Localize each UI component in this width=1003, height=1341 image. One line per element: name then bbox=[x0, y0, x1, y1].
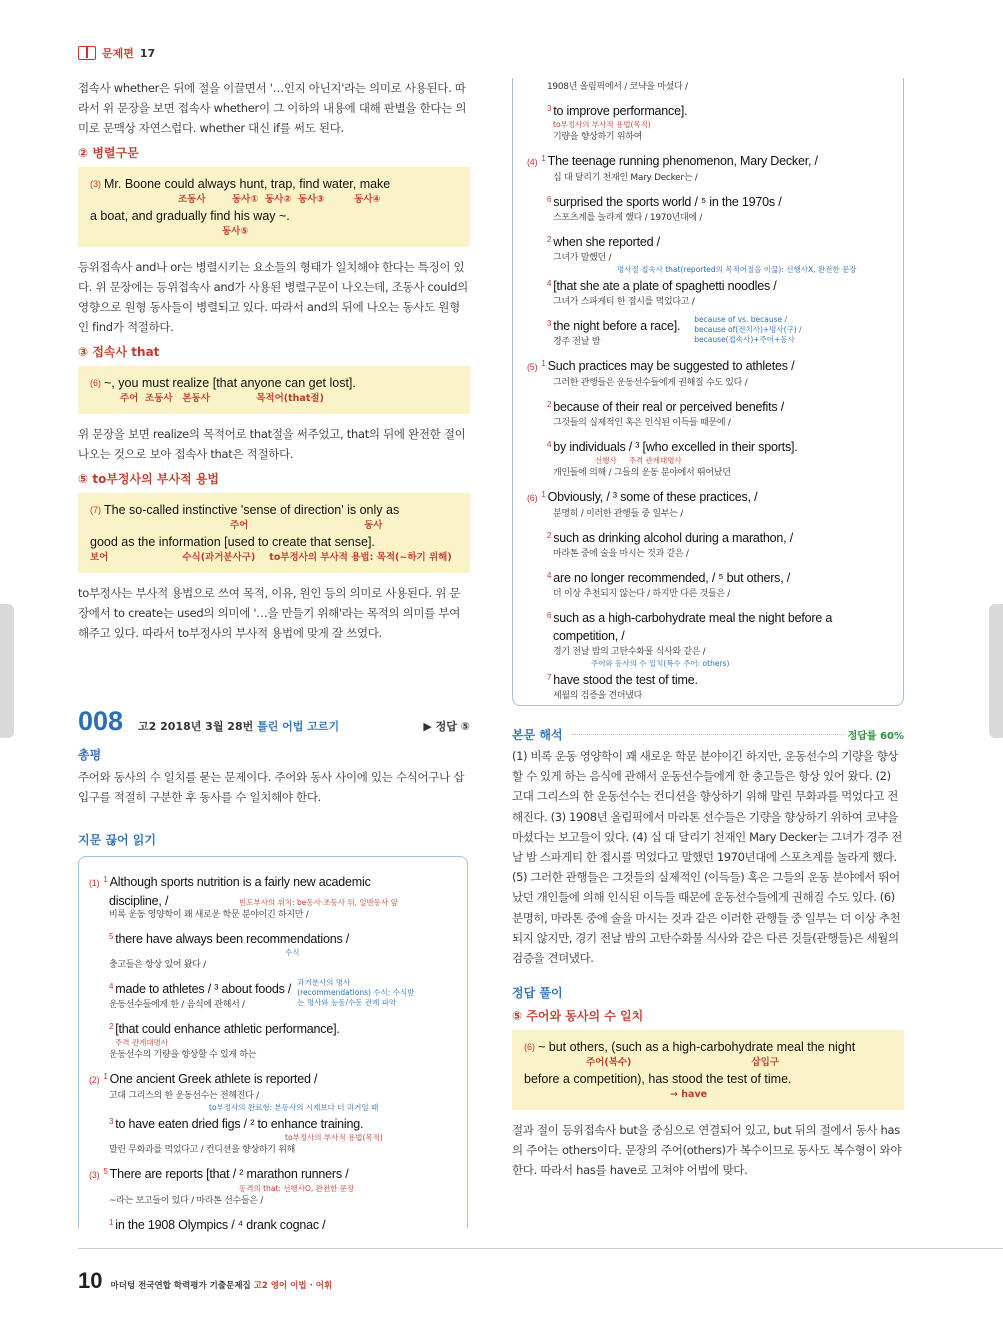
example-annotation: 주어 조동사 본동사 목적어(that절) bbox=[120, 393, 324, 404]
reading-title: 지문 끊어 읽기 bbox=[78, 833, 156, 847]
side-tab-right bbox=[989, 604, 1003, 738]
korean-gloss: 스포츠계를 놀라게 했다 / 1970년대에 / bbox=[553, 213, 703, 223]
side-tab-left bbox=[0, 604, 14, 738]
book-icon bbox=[78, 46, 96, 60]
footer-highlight: 고2 영어 어법 · 어휘 bbox=[253, 1281, 333, 1291]
sentence-text: such as a high-carbohydrate meal the night before a bbox=[553, 611, 833, 625]
grammar-note: because of vs. because / because of(전치사)+명사(구) / because(접속사)+주어+동사 bbox=[694, 315, 802, 344]
sentence-text: the night before a race]. bbox=[553, 319, 681, 333]
sentence-text: have stood the test of time. bbox=[553, 673, 698, 687]
sentence-text: when she reported / bbox=[553, 235, 660, 249]
grammar-note: to부정사의 부사적 용법(목적) bbox=[285, 1133, 383, 1142]
korean-gloss: 그녀가 말했던 / bbox=[553, 253, 612, 263]
sentence-text: Obviously, / ³ some of these practices, / bbox=[547, 490, 758, 504]
sentence-text: One ancient Greek athlete is reported / bbox=[109, 1072, 318, 1086]
korean-gloss: 세월의 검증을 견뎌냈다 bbox=[553, 691, 643, 701]
sentence-text: made to athletes / ³ about foods / bbox=[115, 982, 292, 996]
example-number: (7) bbox=[90, 505, 101, 515]
question-answer: ▶ 정답 ⑤ bbox=[423, 720, 470, 733]
sentence-text: to improve performance]. bbox=[553, 104, 688, 118]
example-number: (6) bbox=[524, 1042, 535, 1052]
example-annotation: 주어(복수) bbox=[586, 1057, 632, 1068]
korean-gloss: 운동선수들에게 한 / 음식에 관해서 / bbox=[109, 1000, 245, 1010]
reading-box-right: 1908년 올림픽에서 / 코냑을 마셨다 / $^3$ to improve performance]. to부정사의 부사적 용법(목적) 기량을 향상하기 위하여 (4) $^1$ The teenage running phenomenon, Mary Decker, / 십 대 달리기 천재인 Mary Decker는 / $^6$ surprised the sports world / ⁵ in the 1970s / 스포츠계를 놀라게 했다 / 1970년대에 / $^2$ when she reported / 그녀가 말했던 / 명사절 접속사 that(reported의 목적어절을 이끎): 선행사X, 완전한 문장 $^4$ [that she ate a plate of spaghetti noodles / 그녀가 스파게티 한 접시를 먹었다고 / $^3$ the night before a race]. 경주 전날 밤 because of vs. because / because of(전치사)+명사(구) / because(접속사)+주어+동사 (5) $^1$ Such practices may be suggested to athletes / 그러한 관행들은 운동선수들에게 권해질 수도 있다 / $^2$ because of their real or perceived benefits / 그것들의 실제적인 혹은 인식된 이득들 때문에 / $^4$ by individuals / ³ [who excelled in their sports]. 선행사 주격 관계대명사 개인들에 의해 / 그들의 운동 분야에서 뛰어났던 (6) $^1$ Obviously, / ³ some of these practices, / 분명히 / 이러한 관행들 중 일부는 / $^2$ such as drinking alcohol during a marathon, / 마라톤 중에 술을 마시는 것과 같은 / $^4$ are no longer recommended, / ⁵ but others, / 더 이상 추천되지 않는다 / 하지만 다른 것들은 / $^6$ such as a high-carbohydrate meal the night before a competition, / 경기 전날 밤의 고탄수화물 식사와 같은 / 주어와 동사의 수 일치(복수 주어: others) $^7$ have stood the test of time. 세월의 검증을 견뎌냈다 bbox=[512, 78, 904, 706]
translation-text: (1) 비록 운동 영양학이 꽤 새로운 학문 분야이긴 하지만, 운동선수의 기량을 향상할 수 있게 하는 음식에 관해서 운동선수들에게 한 충고들은 항상 있어 왔다. (2) 고대 그리스의 한 운동선수는 컨디션을 향상하기 위해 말린 무화과를 먹었다고 전해진다. (3) 1908년 올림픽에서 마라톤 선수들은 기량을 향상하기 위하여 코냑을 마셨다는 보고들이 있다. (4) 십 대 달리기 천재인 Mary Decker는 그녀가 경주 전날 밤 스파게티 한 접시를 먹었다고 말했던 1970년대에 스포츠계를 놀라게 했다. (5) 그러한 관행들은 그것들의 실제적인 (이득들) 혹은 그들의 운동 분야에서 뛰어났던 개인들에 의해 인식된 이득들 때문에 운동선수들에게 권해질 수도 있다. (6) 분명히, 마라톤 중에 술을 마시는 것과 같은 이러한 관행들 중 일부는 더 이상 추천되지 않지만, 경기 전날 밤의 고탄수화물 식사와 같은 다른 것들(관행들)은 세월의 검증을 견뎌냈다. bbox=[512, 749, 902, 966]
sentence-text: Such practices may be suggested to athletes / bbox=[547, 359, 795, 373]
korean-gloss: ~라는 보고들이 있다 / 마라톤 선수들은 / bbox=[109, 1196, 263, 1206]
korean-gloss: 충고들은 항상 있어 왔다 / bbox=[109, 960, 206, 970]
korean-gloss: 비록 운동 영양학이 꽤 새로운 학문 분야이긴 하지만 / bbox=[109, 910, 309, 920]
summary-text: 주어와 동사의 수 일치를 묻는 문제이다. 주어와 동사 사이에 있는 수식어구나 삽입구를 적절히 구분한 후 동사를 수 일치해야 한다. bbox=[78, 770, 465, 804]
korean-gloss: 마라톤 중에 술을 마시는 것과 같은 / bbox=[553, 549, 689, 559]
question-meta bbox=[138, 718, 339, 734]
example-number: (6) bbox=[90, 378, 101, 388]
section-title-that: ③ 접속사 that bbox=[78, 345, 160, 359]
korean-gloss: 1908년 올림픽에서 / 코냑을 마셨다 / bbox=[547, 82, 688, 92]
example-annotation: 조동사 동사① 동사② 동사③ 동사④ bbox=[178, 194, 381, 205]
korean-gloss: 개인들에 의해 / 그들의 운동 분야에서 뛰어났던 bbox=[553, 468, 731, 478]
question-type: 틀린 어법 고르기 bbox=[257, 720, 340, 733]
solution-example-box bbox=[512, 1030, 904, 1110]
example-box-that bbox=[78, 366, 470, 414]
example-annotation: 동사⑤ bbox=[222, 226, 249, 237]
example-box-parallel bbox=[78, 167, 470, 247]
korean-gloss: 경주 전날 밤 bbox=[553, 337, 601, 347]
left-column bbox=[78, 78, 470, 643]
sentence-text: because of their real or perceived benefits / bbox=[553, 400, 784, 414]
korean-gloss: 기량을 향상하기 위하여 bbox=[553, 132, 643, 142]
sentence-text: [that could enhance athletic performance]. bbox=[115, 1022, 340, 1036]
example-annotation: 삽입구 bbox=[751, 1057, 779, 1068]
korean-gloss: 경기 전날 밤의 고탄수화물 식사와 같은 / bbox=[553, 647, 706, 657]
example-box-infinitive bbox=[78, 493, 470, 573]
grammar-note: to부정사의 완료형: 본동사의 시제보다 더 과거일 때 bbox=[209, 1103, 379, 1112]
korean-gloss: 십 대 달리기 천재인 Mary Decker는 / bbox=[553, 173, 698, 183]
infinitive-explanation: to부정사는 부사적 용법으로 쓰여 목적, 이유, 원인 등의 의미로 사용된다. 위 문장에서 to create는 used의 의미에 '…을 만들기 위해'라는 목적의 의미를 부여해주고 있다. 따라서 to부정사의 부사적 용법에 맞게 잘 쓰였다. bbox=[78, 586, 461, 640]
sentence-text: there have always been recommendations / bbox=[115, 932, 350, 946]
korean-gloss: 말린 무화과를 먹었다고 / 컨디션을 향상하기 위해 bbox=[109, 1145, 295, 1155]
dotted-divider bbox=[572, 734, 844, 735]
question-number: 008 bbox=[78, 706, 124, 736]
example-number: (3) bbox=[90, 179, 101, 189]
korean-gloss: 더 이상 추천되지 않는다 / 하지만 다른 것들은 / bbox=[553, 589, 731, 599]
korean-gloss: 그것들의 실제적인 혹은 인식된 이득들 때문에 / bbox=[553, 418, 731, 428]
example-annotation: 주어 동사 bbox=[230, 520, 383, 531]
grammar-note: 선행사 주격 관계대명사 bbox=[595, 456, 682, 465]
korean-gloss: 그녀가 스파게티 한 접시를 먹었다고 / bbox=[553, 297, 695, 307]
korean-gloss: 운동선수의 기량을 향상할 수 있게 하는 bbox=[109, 1050, 257, 1060]
example-line: ~, you must realize [that anyone can get lost]. bbox=[104, 376, 356, 390]
translation-title: 본문 해석 bbox=[512, 726, 567, 743]
sentence-text: competition, / bbox=[553, 629, 625, 643]
korean-gloss: 분명히 / 이러한 관행들 중 일부는 / bbox=[553, 509, 683, 519]
header-label: 문제편 bbox=[102, 47, 134, 60]
example-line: Mr. Boone could always hunt, trap, find water, make bbox=[104, 177, 391, 191]
grammar-note: to부정사의 부사적 용법(목적) bbox=[553, 120, 651, 129]
page-header bbox=[78, 44, 155, 62]
grammar-note: 과거분사의 명사(recommendations) 수식: 수식받는 명사와 능동/수동 관계 파악 bbox=[297, 978, 415, 1007]
example-annotation: 수식(과거분사구) bbox=[182, 552, 256, 563]
example-line: before a competition), has stood the test of time. bbox=[524, 1072, 792, 1086]
grammar-note: 빈도부사의 위치: be동사·조동사 뒤, 일반동사 앞 bbox=[239, 898, 398, 907]
question-year: 고2 2018년 3월 28번 bbox=[138, 720, 254, 733]
summary-block bbox=[78, 746, 470, 848]
example-line: The so-called instinctive 'sense of direction' is only as bbox=[104, 503, 400, 517]
solution-block bbox=[512, 984, 904, 1180]
example-line: a boat, and gradually find his way ~. bbox=[90, 209, 290, 223]
sentence-text: The teenage running phenomenon, Mary Decker, / bbox=[547, 154, 818, 168]
solution-subtitle: ⑤ 주어와 동사의 수 일치 bbox=[512, 1009, 644, 1023]
example-annotation: 보어 bbox=[90, 552, 109, 563]
korean-gloss: 그러한 관행들은 운동선수들에게 권해질 수도 있다 / bbox=[553, 378, 748, 388]
sentence-text: There are reports [that / ² marathon runners / bbox=[109, 1167, 349, 1181]
sentence-text: are no longer recommended, / ⁵ but others, / bbox=[553, 571, 791, 585]
grammar-note: 명사절 접속사 that(reported의 목적어절을 이끎): 선행사X, 완전한 문장 bbox=[617, 265, 857, 274]
sentence-text: in the 1908 Olympics / ⁴ drank cognac / bbox=[115, 1218, 326, 1232]
footer-divider bbox=[78, 1248, 1003, 1249]
solution-title: 정답 풀이 bbox=[512, 986, 563, 1000]
korean-gloss: 고대 그리스의 한 운동선수는 전해진다 / bbox=[109, 1091, 259, 1101]
sentence-text: discipline, / bbox=[109, 894, 169, 908]
example-line: good as the information [used to create that sense]. bbox=[90, 535, 375, 549]
intro-paragraph: 접속사 whether은 뒤에 절을 이끌면서 '…인지 아닌지'라는 의미로 사용된다. 따라서 위 문장을 보면 접속사 whether이 그 이하의 내용에 대해 판별을 한다는 의미로 문맥상 자연스럽다. whether 대신 if를 써도 된다. bbox=[78, 81, 467, 135]
sentence-text: [that she ate a plate of spaghetti noodles / bbox=[553, 279, 777, 293]
footer-title: 마더텅 전국연합 학력평가 기출문제집 bbox=[110, 1281, 251, 1291]
sentence-text: by individuals / ³ [who excelled in their sports]. bbox=[553, 440, 798, 454]
grammar-note: 주격 관계대명사 bbox=[115, 1038, 169, 1047]
page-footer bbox=[78, 1268, 332, 1294]
correct-rate: 정답률 60% bbox=[844, 727, 904, 742]
question-header bbox=[78, 706, 470, 736]
parallel-explanation: 등위접속사 and나 or는 병렬시키는 요소들의 형태가 일치해야 한다는 특징이 있다. 위 문장에는 등위접속사 and가 사용된 병렬구문이 나오는데, 조동사 could의 영향으로 원형 동사들이 병렬되고 있다. 따라서 and의 뒤에 나오는 동사도 원형인 find가 적절하다. bbox=[78, 260, 468, 334]
sentence-text: surprised the sports world / ⁵ in the 1970s / bbox=[553, 195, 782, 209]
grammar-note: 주어와 동사의 수 일치(복수 주어: others) bbox=[591, 659, 730, 668]
grammar-note: 동격의 that: 선행사O, 완전한 문장 bbox=[239, 1184, 355, 1193]
sentence-text: Although sports nutrition is a fairly new academic bbox=[109, 875, 371, 889]
translation-header bbox=[512, 726, 904, 742]
section-title-infinitive: ⑤ to부정사의 부사적 용법 bbox=[78, 472, 220, 486]
example-annotation: → have bbox=[670, 1089, 708, 1100]
example-line: ~ but others, (such as a high-carbohydrate meal the night bbox=[538, 1040, 856, 1054]
sentence-text: to have eaten dried figs / ² to enhance training. bbox=[115, 1117, 364, 1131]
sentence-text: such as drinking alcohol during a marathon, / bbox=[553, 531, 794, 545]
footer-page-number: 10 bbox=[78, 1268, 103, 1293]
example-annotation: to부정사의 부사적 용법: 목적(~하기 위해) bbox=[269, 552, 452, 563]
reading-box-left: (1) $^1$ Although sports nutrition is a fairly new academic discipline, / 빈도부사의 위치: be동사·조동사 뒤, 일반동사 앞 비록 운동 영양학이 꽤 새로운 학문 분야이긴 하지만 / $^5$ there have always been recommendations / 수식 충고들은 항상 있어 왔다 / $^4$ made to athletes / ³ about foods / 운동선수들에게 한 / 음식에 관해서 / 과거분사의 명사(recommendations) 수식: 수식받는 명사와 능동/수동 관계 파악 $^2$ [that could enhance athletic performance]. 주격 관계대명사 운동선수의 기량을 향상할 수 있게 하는 (2) $^1$ One ancient Greek athlete is reported / 고대 그리스의 한 운동선수는 전해진다 / to부정사의 완료형: 본동사의 시제보다 더 과거일 때 $^3$ to have eaten dried figs / ² to enhance training. to부정사의 부사적 용법(목적) 말린 무화과를 먹었다고 / 컨디션을 향상하기 위해 (3) $^5$ There are reports [that / ² marathon runners / 동격의 that: 선행사O, 완전한 문장 ~라는 보고들이 있다 / 마라톤 선수들은 / $^1$ in the 1908 Olympics / ⁴ drank cognac / bbox=[78, 856, 468, 1228]
that-explanation: 위 문장을 보면 realize의 목적어로 that절을 써주었고, that의 뒤에 완전한 절이 나오는 것으로 보아 접속사 that은 적절하다. bbox=[78, 427, 466, 461]
header-page: 17 bbox=[139, 46, 156, 60]
section-title-parallel: ② 병렬구문 bbox=[78, 146, 139, 160]
solution-explanation: 절과 절이 등위접속사 but을 중심으로 연결되어 있고, but 뒤의 절에서 동사 has의 주어는 others이다. 문장의 주어(others)가 복수이므로 동사도 복수형이 와야 한다. 따라서 has를 have로 고쳐야 어법에 맞다. bbox=[512, 1123, 902, 1177]
grammar-note: 수식 bbox=[285, 948, 300, 957]
summary-title: 총평 bbox=[78, 748, 102, 762]
